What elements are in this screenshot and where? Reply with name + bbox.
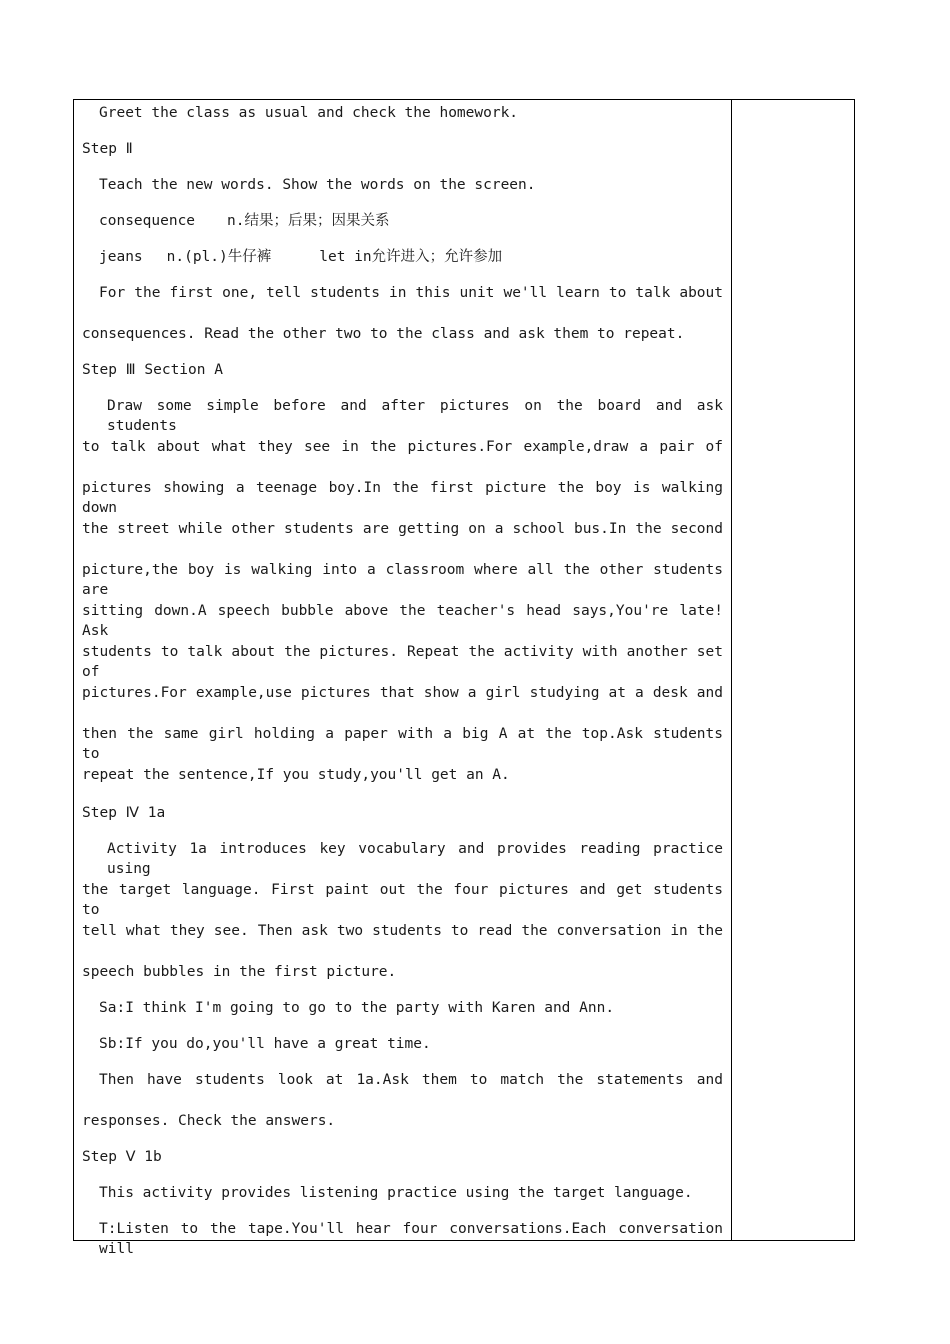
step-heading: Step Ⅲ Section A xyxy=(82,362,223,378)
step-heading: Step Ⅴ 1b xyxy=(82,1149,162,1165)
text-line: responses. Check the answers. xyxy=(82,1113,336,1129)
text-line: repeat the sentence,If you study,you'll get an A. xyxy=(82,767,510,783)
text-line: Teach the new words. Show the words on the screen. xyxy=(99,177,536,193)
text-line: the street while other students are getting on a school bus.In the second xyxy=(82,521,723,537)
step-heading: Step Ⅳ 1a xyxy=(82,805,166,821)
column-divider xyxy=(731,99,732,1241)
vocab-definition: n.(pl.)牛仔裤 xyxy=(166,249,272,265)
text-line: pictures.For example,use pictures that show a girl studying at a desk and xyxy=(82,685,723,701)
text-line: then the same girl holding a paper with a big A at the top.Ask students to xyxy=(82,726,723,762)
vocab-word: jeans xyxy=(99,249,143,265)
text-line: Draw some simple before and after pictures on the board and ask students xyxy=(107,398,723,434)
text-line: This activity provides listening practice using the target language. xyxy=(99,1185,693,1201)
step-heading: Step Ⅱ xyxy=(82,141,133,157)
text-line: pictures showing a teenage boy.In the first picture the boy is walking down xyxy=(82,480,723,516)
text-line: speech bubbles in the first picture. xyxy=(82,964,397,980)
dialogue-line: Sb:If you do,you'll have a great time. xyxy=(99,1036,431,1052)
text-line: Greet the class as usual and check the homework. xyxy=(99,105,519,121)
text-line: students to talk about the pictures. Repeat the activity with another set of xyxy=(82,644,723,680)
vocab-line xyxy=(99,211,723,231)
dialogue-line: Sa:I think I'm going to go to the party with Karen and Ann. xyxy=(99,1000,615,1016)
text-line: the target language. First paint out the four pictures and get students to xyxy=(82,882,723,918)
text-line: to talk about what they see in the pictures.For example,draw a pair of xyxy=(82,439,723,455)
vocab-phrase: let in允许进入；允许参加 xyxy=(319,249,503,265)
text-line: picture,the boy is walking into a classroom where all the other students are xyxy=(82,562,723,598)
text-line: Then have students look at 1a.Ask them to match the statements and xyxy=(99,1072,723,1088)
vocab-definition: n.结果；后果；因果关系 xyxy=(227,213,390,229)
vocab-word: consequence xyxy=(99,213,196,229)
text-line: tell what they see. Then ask two students to read the conversation in the xyxy=(82,923,723,939)
text-line: For the first one, tell students in this unit we'll learn to talk about xyxy=(99,285,723,301)
text-line: T:Listen to the tape.You'll hear four conversations.Each conversation will xyxy=(99,1221,723,1257)
text-line: consequences. Read the other two to the class and ask them to repeat. xyxy=(82,326,685,342)
text-line: Activity 1a introduces key vocabulary and provides reading practice using xyxy=(107,841,723,877)
text-line: sitting down.A speech bubble above the teacher's head says,You're late! Ask xyxy=(82,603,723,639)
vocab-line xyxy=(99,247,723,267)
